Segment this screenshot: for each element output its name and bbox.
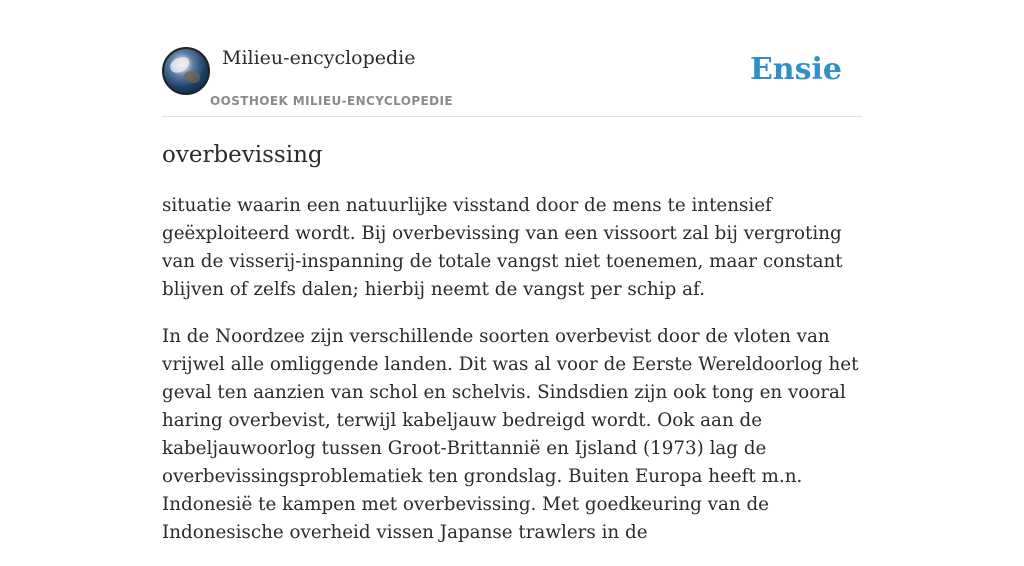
entry-paragraph: In de Noordzee zijn verschillende soorten overbevist door de vloten van vrijwel alle omliggende landen. Dit was al voor de Eerste Wereldoorlog het geval ten aanzien van schol en schelvis. Sindsdien zijn ook tong en vooral haring overbevist, terwijl kabeljauw bedreigd wordt. Ook aan de kabeljauwoorlog tussen Groot-Brittannië en Ijsland (1973) lag de overbevissingsproblematiek ten grondslag. Buiten Europa heeft m.n. Indonesië te kampen met overbevissing. Met goedkeuring van de Indonesische overheid vissen Japanse trawlers in de (162, 326, 859, 543)
site-title[interactable]: Milieu-encyclopedie (222, 47, 416, 69)
site-header (162, 46, 862, 117)
entry-title: overbevissing (162, 142, 323, 168)
brand-logo[interactable]: Ensie (749, 52, 842, 87)
entry-content (162, 192, 862, 566)
earth-globe-icon[interactable] (162, 47, 210, 95)
entry-paragraph: situatie waarin een natuurlijke visstand door de mens te intensief geëxploiteerd wordt. Bij overbevissing van een vissoort zal bij vergroting van de visserij-inspanning de totale vangst niet toenemen, maar constant blijven of zelfs dalen; hierbij neemt de vangst per schip af. (162, 195, 843, 300)
site-subtitle[interactable]: OOSTHOEK MILIEU-ENCYCLOPEDIE (210, 94, 453, 108)
